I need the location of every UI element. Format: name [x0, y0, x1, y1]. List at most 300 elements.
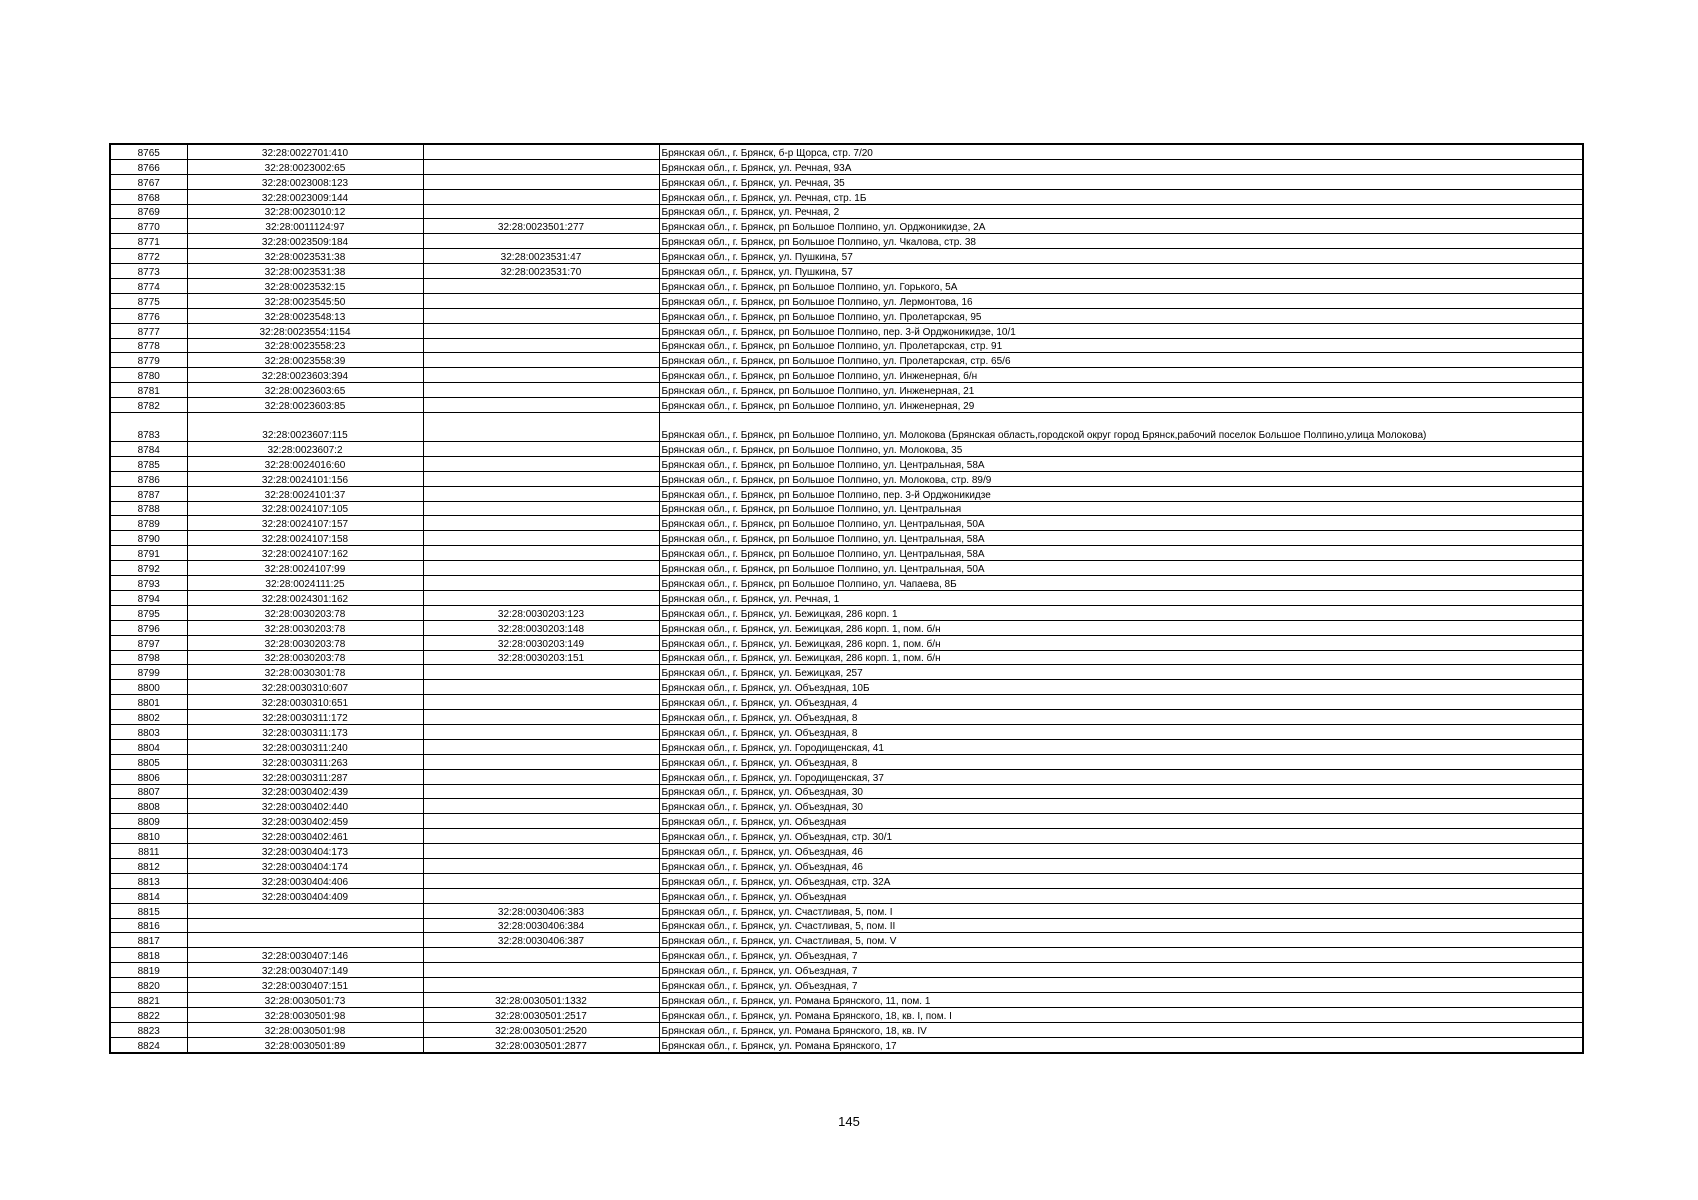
table-row: [110, 486, 1583, 501]
related-cadastral-number-cell: 32:28:0030406:384: [423, 918, 659, 933]
row-number-cell: 8766: [110, 159, 187, 174]
row-number-cell: 8782: [110, 398, 187, 413]
address-cell: Брянская обл., г. Брянск, ул. Пушкина, 57: [659, 249, 1583, 264]
address-cell: Брянская обл., г. Брянск, рп Большое Полпино, ул. Пролетарская, стр. 91: [659, 338, 1583, 353]
cadastral-number-cell: 32:28:0030402:461: [187, 829, 423, 844]
table-row: [110, 769, 1583, 784]
row-number-cell: 8767: [110, 174, 187, 189]
row-number-cell: 8780: [110, 368, 187, 383]
related-cadastral-number-cell: [423, 739, 659, 754]
address-cell: Брянская обл., г. Брянск, ул. Объездная, стр. 30/1: [659, 829, 1583, 844]
cadastral-number-cell: 32:28:0030407:151: [187, 978, 423, 993]
related-cadastral-number-cell: [423, 948, 659, 963]
table-row: [110, 234, 1583, 249]
related-cadastral-number-cell: [423, 829, 659, 844]
cadastral-number-cell: 32:28:0024111:25: [187, 576, 423, 591]
row-number-cell: 8812: [110, 858, 187, 873]
table-row: [110, 1007, 1583, 1022]
table-row: [110, 576, 1583, 591]
related-cadastral-number-cell: [423, 754, 659, 769]
row-number-cell: 8798: [110, 650, 187, 665]
table-row: [110, 561, 1583, 576]
row-number-cell: 8813: [110, 873, 187, 888]
row-number-cell: 8773: [110, 264, 187, 279]
table-row: [110, 159, 1583, 174]
address-cell: Брянская обл., г. Брянск, ул. Счастливая, 5, пом. I: [659, 903, 1583, 918]
address-cell: Брянская обл., г. Брянск, ул. Счастливая, 5, пом. II: [659, 918, 1583, 933]
cadastral-number-cell: 32:28:0022701:410: [187, 144, 423, 159]
row-number-cell: 8791: [110, 546, 187, 561]
related-cadastral-number-cell: [423, 680, 659, 695]
related-cadastral-number-cell: 32:28:0030501:2520: [423, 1022, 659, 1037]
related-cadastral-number-cell: [423, 442, 659, 457]
related-cadastral-number-cell: 32:28:0023531:47: [423, 249, 659, 264]
table-row: [110, 398, 1583, 413]
cadastral-number-cell: 32:28:0023558:23: [187, 338, 423, 353]
cadastral-number-cell: 32:28:0023009:144: [187, 189, 423, 204]
address-cell: Брянская обл., г. Брянск, ул. Объездная, 30: [659, 799, 1583, 814]
table-row: [110, 1022, 1583, 1037]
row-number-cell: 8819: [110, 963, 187, 978]
cadastral-number-cell: 32:28:0024101:37: [187, 486, 423, 501]
related-cadastral-number-cell: [423, 724, 659, 739]
cadastral-number-cell: 32:28:0024101:156: [187, 471, 423, 486]
address-cell: Брянская обл., г. Брянск, рп Большое Полпино, ул. Орджоникидзе, 2А: [659, 219, 1583, 234]
related-cadastral-number-cell: 32:28:0023531:70: [423, 264, 659, 279]
address-cell: Брянская обл., г. Брянск, ул. Городищенская, 41: [659, 739, 1583, 754]
table-row: [110, 413, 1583, 442]
row-number-cell: 8793: [110, 576, 187, 591]
address-cell: Брянская обл., г. Брянск, рп Большое Полпино, ул. Чапаева, 8Б: [659, 576, 1583, 591]
table-row: [110, 219, 1583, 234]
address-cell: Брянская обл., г. Брянск, рп Большое Полпино, ул. Центральная, 58А: [659, 531, 1583, 546]
address-cell: Брянская обл., г. Брянск, рп Большое Полпино, ул. Центральная, 50А: [659, 561, 1583, 576]
related-cadastral-number-cell: [423, 799, 659, 814]
address-cell: Брянская обл., г. Брянск, ул. Объездная, 7: [659, 963, 1583, 978]
related-cadastral-number-cell: 32:28:0030501:2517: [423, 1007, 659, 1022]
row-number-cell: 8806: [110, 769, 187, 784]
related-cadastral-number-cell: [423, 323, 659, 338]
table-body: [110, 144, 1583, 1053]
cadastral-table: [109, 143, 1584, 1054]
table-row: [110, 338, 1583, 353]
page-number: 145: [838, 1114, 860, 1129]
related-cadastral-number-cell: [423, 888, 659, 903]
cadastral-number-cell: 32:28:0030311:173: [187, 724, 423, 739]
related-cadastral-number-cell: 32:28:0030203:149: [423, 635, 659, 650]
row-number-cell: 8776: [110, 308, 187, 323]
row-number-cell: 8790: [110, 531, 187, 546]
related-cadastral-number-cell: [423, 531, 659, 546]
related-cadastral-number-cell: 32:28:0023501:277: [423, 219, 659, 234]
related-cadastral-number-cell: [423, 516, 659, 531]
row-number-cell: 8789: [110, 516, 187, 531]
row-number-cell: 8779: [110, 353, 187, 368]
row-number-cell: 8809: [110, 814, 187, 829]
cadastral-number-cell: 32:28:0030407:149: [187, 963, 423, 978]
address-cell: Брянская обл., г. Брянск, ул. Объездная, 7: [659, 948, 1583, 963]
related-cadastral-number-cell: [423, 174, 659, 189]
cadastral-number-cell: 32:28:0023554:1154: [187, 323, 423, 338]
related-cadastral-number-cell: [423, 383, 659, 398]
table-row: [110, 903, 1583, 918]
row-number-cell: 8799: [110, 665, 187, 680]
cadastral-number-cell: 32:28:0023603:65: [187, 383, 423, 398]
cadastral-number-cell: 32:28:0030310:651: [187, 695, 423, 710]
address-cell: Брянская обл., г. Брянск, ул. Речная, 2: [659, 204, 1583, 219]
table-row: [110, 293, 1583, 308]
address-cell: Брянская обл., г. Брянск, ул. Объездная, 8: [659, 710, 1583, 725]
row-number-cell: 8778: [110, 338, 187, 353]
related-cadastral-number-cell: [423, 413, 659, 442]
cadastral-number-cell: 32:28:0023509:184: [187, 234, 423, 249]
table-row: [110, 858, 1583, 873]
table-row: [110, 279, 1583, 294]
related-cadastral-number-cell: 32:28:0030501:2877: [423, 1037, 659, 1052]
address-cell: Брянская обл., г. Брянск, рп Большое Полпино, ул. Молокова, стр. 89/9: [659, 471, 1583, 486]
address-cell: Брянская обл., г. Брянск, ул. Речная, стр. 1Б: [659, 189, 1583, 204]
address-cell: Брянская обл., г. Брянск, рп Большое Полпино, ул. Лермонтова, 16: [659, 293, 1583, 308]
address-cell: Брянская обл., г. Брянск, рп Большое Полпино, ул. Центральная, 50А: [659, 516, 1583, 531]
related-cadastral-number-cell: [423, 353, 659, 368]
related-cadastral-number-cell: [423, 561, 659, 576]
related-cadastral-number-cell: [423, 769, 659, 784]
address-cell: Брянская обл., г. Брянск, ул. Объездная, 7: [659, 978, 1583, 993]
table-row: [110, 754, 1583, 769]
cadastral-number-cell: 32:28:0023008:123: [187, 174, 423, 189]
related-cadastral-number-cell: [423, 844, 659, 859]
related-cadastral-number-cell: [423, 590, 659, 605]
cadastral-number-cell: 32:28:0030311:263: [187, 754, 423, 769]
table-row: [110, 249, 1583, 264]
cadastral-number-cell: [187, 903, 423, 918]
address-cell: Брянская обл., г. Брянск, ул. Пушкина, 57: [659, 264, 1583, 279]
table-row: [110, 963, 1583, 978]
related-cadastral-number-cell: [423, 963, 659, 978]
cadastral-number-cell: 32:28:0023545:50: [187, 293, 423, 308]
cadastral-number-cell: 32:28:0024107:105: [187, 501, 423, 516]
related-cadastral-number-cell: 32:28:0030203:148: [423, 620, 659, 635]
row-number-cell: 8817: [110, 933, 187, 948]
address-cell: Брянская обл., г. Брянск, ул. Речная, 35: [659, 174, 1583, 189]
related-cadastral-number-cell: [423, 486, 659, 501]
related-cadastral-number-cell: [423, 368, 659, 383]
related-cadastral-number-cell: [423, 279, 659, 294]
table-row: [110, 829, 1583, 844]
row-number-cell: 8777: [110, 323, 187, 338]
table-row: [110, 978, 1583, 993]
row-number-cell: 8820: [110, 978, 187, 993]
cadastral-number-cell: [187, 918, 423, 933]
cadastral-number-cell: 32:28:0030404:406: [187, 873, 423, 888]
related-cadastral-number-cell: [423, 501, 659, 516]
address-cell: Брянская обл., г. Брянск, ул. Романа Брянского, 18, кв. I, пом. I: [659, 1007, 1583, 1022]
related-cadastral-number-cell: 32:28:0030203:151: [423, 650, 659, 665]
related-cadastral-number-cell: [423, 858, 659, 873]
address-cell: Брянская обл., г. Брянск, ул. Речная, 93А: [659, 159, 1583, 174]
table-row: [110, 456, 1583, 471]
address-cell: Брянская обл., г. Брянск, ул. Бежицкая, 286 корп. 1: [659, 605, 1583, 620]
cadastral-number-cell: 32:28:0023531:38: [187, 264, 423, 279]
address-cell: Брянская обл., г. Брянск, рп Большое Полпино, ул. Молокова (Брянская область,городской округ город Брянск,рабочий поселок Большое Полпино,улица Молокова): [659, 413, 1583, 442]
address-cell: Брянская обл., г. Брянск, рп Большое Полпино, ул. Инженерная, 21: [659, 383, 1583, 398]
cadastral-number-cell: 32:28:0023607:2: [187, 442, 423, 457]
table-row: [110, 933, 1583, 948]
related-cadastral-number-cell: [423, 695, 659, 710]
table-row: [110, 308, 1583, 323]
cadastral-number-cell: 32:28:0030404:174: [187, 858, 423, 873]
address-cell: Брянская обл., г. Брянск, ул. Счастливая, 5, пом. V: [659, 933, 1583, 948]
table-row: [110, 368, 1583, 383]
related-cadastral-number-cell: 32:28:0030203:123: [423, 605, 659, 620]
cadastral-number-cell: 32:28:0024301:162: [187, 590, 423, 605]
row-number-cell: 8805: [110, 754, 187, 769]
cadastral-number-cell: 32:28:0030407:146: [187, 948, 423, 963]
address-cell: Брянская обл., г. Брянск, рп Большое Полпино, ул. Чкалова, стр. 38: [659, 234, 1583, 249]
row-number-cell: 8804: [110, 739, 187, 754]
cadastral-number-cell: 32:28:0030404:173: [187, 844, 423, 859]
cadastral-number-cell: 32:28:0030203:78: [187, 635, 423, 650]
row-number-cell: 8794: [110, 590, 187, 605]
row-number-cell: 8796: [110, 620, 187, 635]
address-cell: Брянская обл., г. Брянск, б-р Щорса, стр. 7/20: [659, 144, 1583, 159]
table-row: [110, 471, 1583, 486]
related-cadastral-number-cell: [423, 159, 659, 174]
cadastral-number-cell: 32:28:0030311:172: [187, 710, 423, 725]
related-cadastral-number-cell: [423, 308, 659, 323]
address-cell: Брянская обл., г. Брянск, ул. Объездная, 8: [659, 754, 1583, 769]
address-cell: Брянская обл., г. Брянск, ул. Бежицкая, 286 корп. 1, пом. б/н: [659, 620, 1583, 635]
table-row: [110, 739, 1583, 754]
related-cadastral-number-cell: [423, 665, 659, 680]
table-row: [110, 635, 1583, 650]
row-number-cell: 8775: [110, 293, 187, 308]
table-row: [110, 264, 1583, 279]
row-number-cell: 8822: [110, 1007, 187, 1022]
table-row: [110, 1037, 1583, 1052]
row-number-cell: 8786: [110, 471, 187, 486]
cadastral-number-cell: 32:28:0030402:439: [187, 784, 423, 799]
cadastral-number-cell: 32:28:0023607:115: [187, 413, 423, 442]
related-cadastral-number-cell: 32:28:0030501:1332: [423, 992, 659, 1007]
address-cell: Брянская обл., г. Брянск, ул. Бежицкая, 286 корп. 1, пом. б/н: [659, 635, 1583, 650]
row-number-cell: 8795: [110, 605, 187, 620]
related-cadastral-number-cell: [423, 471, 659, 486]
address-cell: Брянская обл., г. Брянск, ул. Объездная, 30: [659, 784, 1583, 799]
table-row: [110, 918, 1583, 933]
row-number-cell: 8783: [110, 413, 187, 442]
cadastral-number-cell: 32:28:0023531:38: [187, 249, 423, 264]
row-number-cell: 8797: [110, 635, 187, 650]
row-number-cell: 8807: [110, 784, 187, 799]
address-cell: Брянская обл., г. Брянск, рп Большое Полпино, ул. Инженерная, 29: [659, 398, 1583, 413]
row-number-cell: 8787: [110, 486, 187, 501]
related-cadastral-number-cell: [423, 814, 659, 829]
row-number-cell: 8811: [110, 844, 187, 859]
cadastral-number-cell: 32:28:0030501:98: [187, 1022, 423, 1037]
cadastral-number-cell: 32:28:0024016:60: [187, 456, 423, 471]
address-cell: Брянская обл., г. Брянск, ул. Речная, 1: [659, 590, 1583, 605]
table-row: [110, 948, 1583, 963]
related-cadastral-number-cell: [423, 456, 659, 471]
table-row: [110, 710, 1583, 725]
address-cell: Брянская обл., г. Брянск, рп Большое Полпино, ул. Горького, 5А: [659, 279, 1583, 294]
row-number-cell: 8824: [110, 1037, 187, 1052]
row-number-cell: 8816: [110, 918, 187, 933]
address-cell: Брянская обл., г. Брянск, ул. Объездная, стр. 32А: [659, 873, 1583, 888]
address-cell: Брянская обл., г. Брянск, рп Большое Полпино, ул. Центральная: [659, 501, 1583, 516]
address-cell: Брянская обл., г. Брянск, ул. Объездная, 4: [659, 695, 1583, 710]
row-number-cell: 8765: [110, 144, 187, 159]
cadastral-number-cell: 32:28:0023558:39: [187, 353, 423, 368]
cadastral-number-cell: 32:28:0030501:98: [187, 1007, 423, 1022]
cadastral-number-cell: 32:28:0023603:394: [187, 368, 423, 383]
row-number-cell: 8818: [110, 948, 187, 963]
table-row: [110, 174, 1583, 189]
cadastral-number-cell: 32:28:0030203:78: [187, 605, 423, 620]
table-row: [110, 204, 1583, 219]
table-row: [110, 620, 1583, 635]
cadastral-number-cell: 32:28:0024107:157: [187, 516, 423, 531]
related-cadastral-number-cell: [423, 338, 659, 353]
related-cadastral-number-cell: [423, 784, 659, 799]
address-cell: Брянская обл., г. Брянск, рп Большое Полпино, пер. 3-й Орджоникидзе, 10/1: [659, 323, 1583, 338]
address-cell: Брянская обл., г. Брянск, рп Большое Полпино, ул. Центральная, 58А: [659, 546, 1583, 561]
related-cadastral-number-cell: [423, 189, 659, 204]
row-number-cell: 8770: [110, 219, 187, 234]
cadastral-number-cell: 32:28:0030501:89: [187, 1037, 423, 1052]
table-row: [110, 590, 1583, 605]
table-row: [110, 844, 1583, 859]
row-number-cell: 8800: [110, 680, 187, 695]
address-cell: Брянская обл., г. Брянск, ул. Объездная: [659, 888, 1583, 903]
table-row: [110, 992, 1583, 1007]
row-number-cell: 8785: [110, 456, 187, 471]
table-row: [110, 799, 1583, 814]
row-number-cell: 8788: [110, 501, 187, 516]
related-cadastral-number-cell: [423, 398, 659, 413]
row-number-cell: 8768: [110, 189, 187, 204]
cadastral-number-cell: 32:28:0023532:15: [187, 279, 423, 294]
cadastral-number-cell: 32:28:0024107:99: [187, 561, 423, 576]
row-number-cell: 8792: [110, 561, 187, 576]
cadastral-number-cell: 32:28:0030301:78: [187, 665, 423, 680]
related-cadastral-number-cell: [423, 710, 659, 725]
cadastral-number-cell: 32:28:0030203:78: [187, 650, 423, 665]
cadastral-number-cell: 32:28:0030310:607: [187, 680, 423, 695]
table-row: [110, 695, 1583, 710]
table-row: [110, 784, 1583, 799]
cadastral-number-cell: 32:28:0011124:97: [187, 219, 423, 234]
address-cell: Брянская обл., г. Брянск, ул. Объездная, 8: [659, 724, 1583, 739]
row-number-cell: 8774: [110, 279, 187, 294]
table-row: [110, 501, 1583, 516]
row-number-cell: 8772: [110, 249, 187, 264]
cadastral-number-cell: 32:28:0030203:78: [187, 620, 423, 635]
row-number-cell: 8769: [110, 204, 187, 219]
row-number-cell: 8802: [110, 710, 187, 725]
address-cell: Брянская обл., г. Брянск, рп Большое Полпино, ул. Центральная, 58А: [659, 456, 1583, 471]
cadastral-number-cell: 32:28:0024107:158: [187, 531, 423, 546]
related-cadastral-number-cell: [423, 293, 659, 308]
table-row: [110, 516, 1583, 531]
cadastral-number-cell: 32:28:0030402:459: [187, 814, 423, 829]
row-number-cell: 8814: [110, 888, 187, 903]
address-cell: Брянская обл., г. Брянск, рп Большое Полпино, ул. Молокова, 35: [659, 442, 1583, 457]
table-row: [110, 873, 1583, 888]
row-number-cell: 8771: [110, 234, 187, 249]
table-row: [110, 189, 1583, 204]
address-cell: Брянская обл., г. Брянск, рп Большое Полпино, пер. 3-й Орджоникидзе: [659, 486, 1583, 501]
cadastral-number-cell: 32:28:0023002:65: [187, 159, 423, 174]
row-number-cell: 8815: [110, 903, 187, 918]
table-row: [110, 546, 1583, 561]
row-number-cell: 8781: [110, 383, 187, 398]
table-row: [110, 680, 1583, 695]
address-cell: Брянская обл., г. Брянск, ул. Романа Брянского, 11, пом. 1: [659, 992, 1583, 1007]
row-number-cell: 8823: [110, 1022, 187, 1037]
table-row: [110, 323, 1583, 338]
cadastral-number-cell: 32:28:0024107:162: [187, 546, 423, 561]
table-row: [110, 650, 1583, 665]
address-cell: Брянская обл., г. Брянск, ул. Городищенская, 37: [659, 769, 1583, 784]
related-cadastral-number-cell: 32:28:0030406:387: [423, 933, 659, 948]
cadastral-number-cell: [187, 933, 423, 948]
row-number-cell: 8810: [110, 829, 187, 844]
row-number-cell: 8784: [110, 442, 187, 457]
table-row: [110, 665, 1583, 680]
cadastral-number-cell: 32:28:0030404:409: [187, 888, 423, 903]
address-cell: Брянская обл., г. Брянск, ул. Бежицкая, 257: [659, 665, 1583, 680]
table-row: [110, 353, 1583, 368]
address-cell: Брянская обл., г. Брянск, ул. Объездная, 46: [659, 844, 1583, 859]
row-number-cell: 8821: [110, 992, 187, 1007]
address-cell: Брянская обл., г. Брянск, ул. Бежицкая, 286 корп. 1, пом. б/н: [659, 650, 1583, 665]
related-cadastral-number-cell: [423, 873, 659, 888]
related-cadastral-number-cell: [423, 204, 659, 219]
row-number-cell: 8808: [110, 799, 187, 814]
related-cadastral-number-cell: 32:28:0030406:383: [423, 903, 659, 918]
table-row: [110, 888, 1583, 903]
address-cell: Брянская обл., г. Брянск, ул. Романа Брянского, 17: [659, 1037, 1583, 1052]
cadastral-number-cell: 32:28:0030311:240: [187, 739, 423, 754]
related-cadastral-number-cell: [423, 576, 659, 591]
related-cadastral-number-cell: [423, 978, 659, 993]
address-cell: Брянская обл., г. Брянск, рп Большое Полпино, ул. Пролетарская, 95: [659, 308, 1583, 323]
row-number-cell: 8801: [110, 695, 187, 710]
related-cadastral-number-cell: [423, 546, 659, 561]
table-row: [110, 442, 1583, 457]
cadastral-number-cell: 32:28:0023548:13: [187, 308, 423, 323]
cadastral-number-cell: 32:28:0030501:73: [187, 992, 423, 1007]
cadastral-number-cell: 32:28:0023010:12: [187, 204, 423, 219]
address-cell: Брянская обл., г. Брянск, рп Большое Полпино, ул. Пролетарская, стр. 65/6: [659, 353, 1583, 368]
table-row: [110, 383, 1583, 398]
table-row: [110, 144, 1583, 159]
table-row: [110, 724, 1583, 739]
table-row: [110, 605, 1583, 620]
address-cell: Брянская обл., г. Брянск, рп Большое Полпино, ул. Инженерная, б/н: [659, 368, 1583, 383]
address-cell: Брянская обл., г. Брянск, ул. Романа Брянского, 18, кв. IV: [659, 1022, 1583, 1037]
address-cell: Брянская обл., г. Брянск, ул. Объездная: [659, 814, 1583, 829]
address-cell: Брянская обл., г. Брянск, ул. Объездная, 10Б: [659, 680, 1583, 695]
related-cadastral-number-cell: [423, 144, 659, 159]
related-cadastral-number-cell: [423, 234, 659, 249]
cadastral-number-cell: 32:28:0030311:287: [187, 769, 423, 784]
table-row: [110, 531, 1583, 546]
cadastral-number-cell: 32:28:0023603:85: [187, 398, 423, 413]
cadastral-number-cell: 32:28:0030402:440: [187, 799, 423, 814]
